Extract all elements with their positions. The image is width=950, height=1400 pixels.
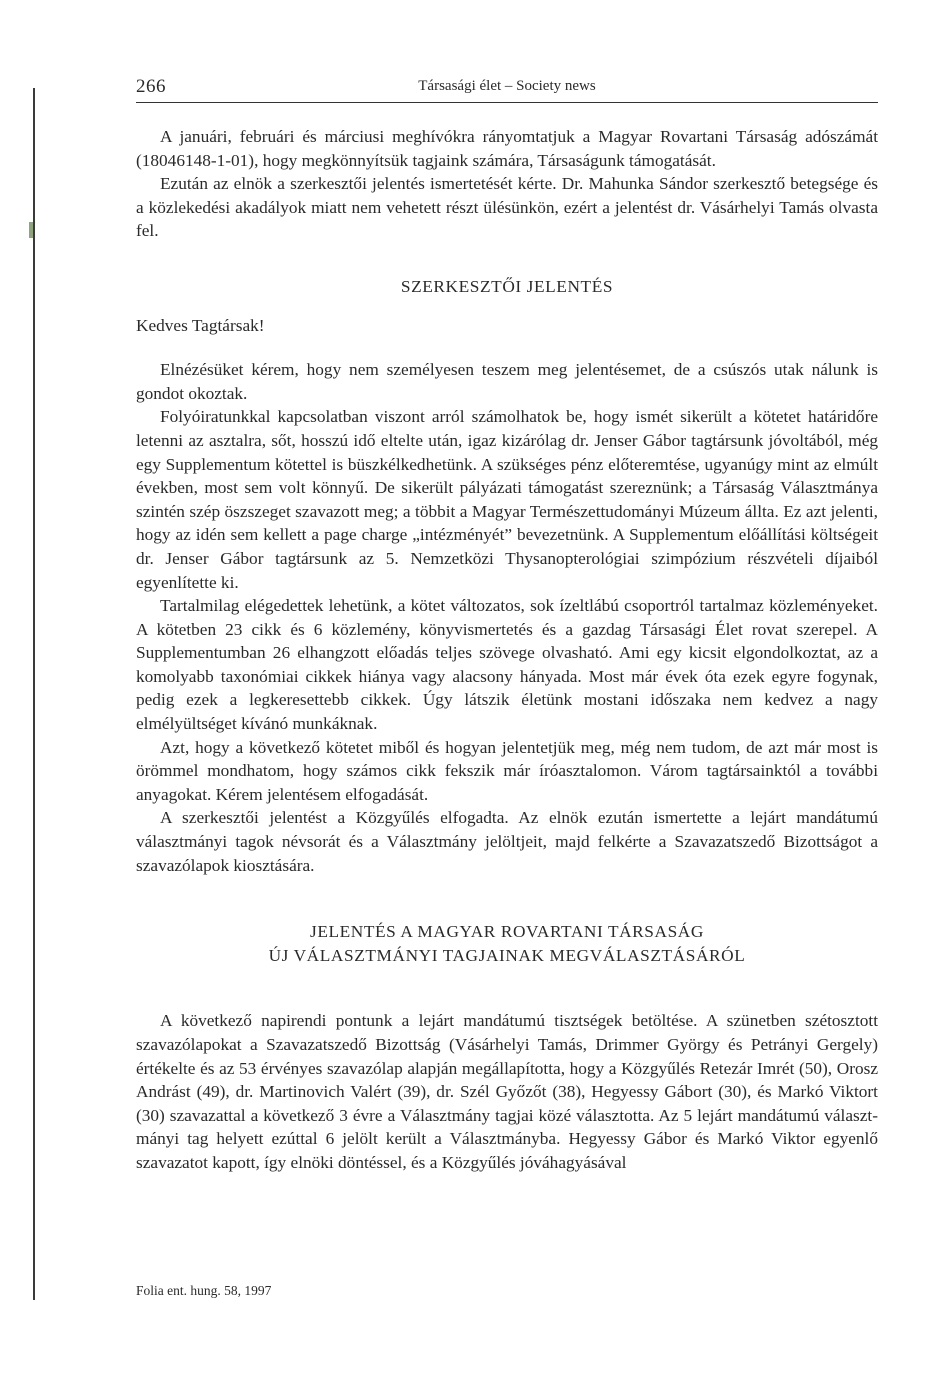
election-heading-line-2: ÚJ VÁLASZTMÁNYI TAGJAINAK MEGVÁLASZTÁSÁRÓL (268, 945, 746, 965)
intro-paragraph-2: Ezután az elnök a szerkesztői jelentés ismertetését kérte. Dr. Mahunka Sándor szerkesztő betegsége és a közlekedési akadályok miatt nem vehetett részt ülésünkön, ezért a jelentést dr. Vásárhelyi Tamás olvasta fel. (136, 174, 878, 241)
page-number: 266 (136, 76, 166, 97)
election-paragraph: A következő napirendi pontunk a lejárt mandátumú tisztségek betöltése. A szünetben szétosztott szavazólapokat a Szavazatszedő Bizottság (Vásárhelyi Tamás, Drimmer György és Petrányi Gergely) értékelte és az 53 érvényes szavazólap alapján megállapította, hogy a Közgyűlés Retezár Imrét (50), Orosz Andrást (49), dr. Martinovich Valért (39), dr. Szél Győzőt (38), Hegyessy Gábort (30), és Markó Viktort (30) szavazattal a következő 3 évre a Választmány tagjai közé választotta. Az 5 lejárt mandátumú választmányi tag helyett ezúttal 6 jelölt került a Választmányba. Hegyessy Gábor és Markó Viktor egyenlő szavazatot kapott, így elnöki döntéssel, és a Közgyűlés jóváhagyásával (136, 1011, 878, 1172)
report-salutation: Kedves Tagtársak! (136, 315, 265, 335)
header-rule (136, 102, 878, 103)
footer-citation: Folia ent. hung. 58, 1997 (136, 1283, 272, 1298)
document-page (136, 70, 878, 1175)
election-heading (136, 920, 878, 967)
report-paragraph-5: A szerkesztői jelentést a Közgyűlés elfogadta. Az elnök ezután ismertette a lejárt mandátumú választmányi tagok névsorát és a Választmány jelöltjeit, majd felkérte a Szavazatszedő Bizottságot a szavazólapok kiosztására. (136, 808, 878, 875)
intro-paragraph-1: A januári, februári és márciusi meghívókra rányomtatjuk a Magyar Rovartani Társaság adószámát (18046148-1-01), hogy megkönnyítsük tagjaink számára, Társaságunk támogatását. (136, 127, 878, 170)
page-edge-mark (29, 222, 33, 238)
report-paragraph-1: Elnézésüket kérem, hogy nem személyesen teszem meg jelentésemet, de a csúszós utak nálunk is gondot okoztak. (136, 360, 878, 403)
report-paragraph-2: Folyóiratunkkal kapcsolatban viszont arról számolhatok be, hogy ismét sikerült a kötetet határidőre letenni az asztalra, sőt, hosszú idő eltelte után, igaz kizárólag dr. Jenser Gábor tagtársunk jóvoltából, még egy Supplementum kötettel is büszkélkedhetünk. A szükséges pénz előteremtése, ugyanúgy mint az elmúlt években, most sem volt könnyű. De sikerült pályázati támogatást szereznünk; a Társaság Választmánya szintén szép öszszeget szavazott meg; a többit a Magyar Természettudományi Múzeum állta. Ez azt jelenti, hogy az idén sem kellett a page charge „intézményét” bevezetnünk. A Supplementum előállítási költségeit dr. Jenser Gábor tagtársunk az 5. Nemzetközi Thysanopterológiai szimpózium részvételi díjaiból egyenlítette ki. (136, 407, 878, 592)
running-title: Társasági élet – Society news (418, 78, 596, 94)
election-heading-line-1: JELENTÉS A MAGYAR ROVARTANI TÁRSASÁG (310, 922, 704, 942)
report-paragraph-3: Tartalmilag elégedettek lehetünk, a kötet változatos, sok ízeltlábú csoportról tartalmaz közleményeket. A kötetben 23 cikk és 6 közlemény, könyvismertetés és a gazdag Társasági Élet rovat szerepel. A Supplementumban 26 elhangzott előadás teljes szövege olvasható. Ami egy kicsit elgondolkoztat, az a komolyabb taxonómiai cikkek hiánya vagy alacsony hányada. Most már évek óta ezek egyre fogynak, pedig ezek a legkeresettebb cikkek. Úgy látszik életünk mostani időszaka nem kedvez a nagy elmélyültséget kívánó munkáknak. (136, 596, 878, 734)
report-paragraph-4: Azt, hogy a következő kötetet miből és hogyan jelentetjük meg, még nem tudom, de azt már most is örömmel mondhatom, hogy számos cikk fekszik már íróasztalomon. Várom tagtársainktól a további anyagokat. Kérem jelentésem elfogadását. (136, 737, 878, 804)
page-header (136, 70, 878, 100)
page-binding-edge (33, 88, 35, 1300)
report-heading: SZERKESZTŐI JELENTÉS (400, 276, 614, 296)
